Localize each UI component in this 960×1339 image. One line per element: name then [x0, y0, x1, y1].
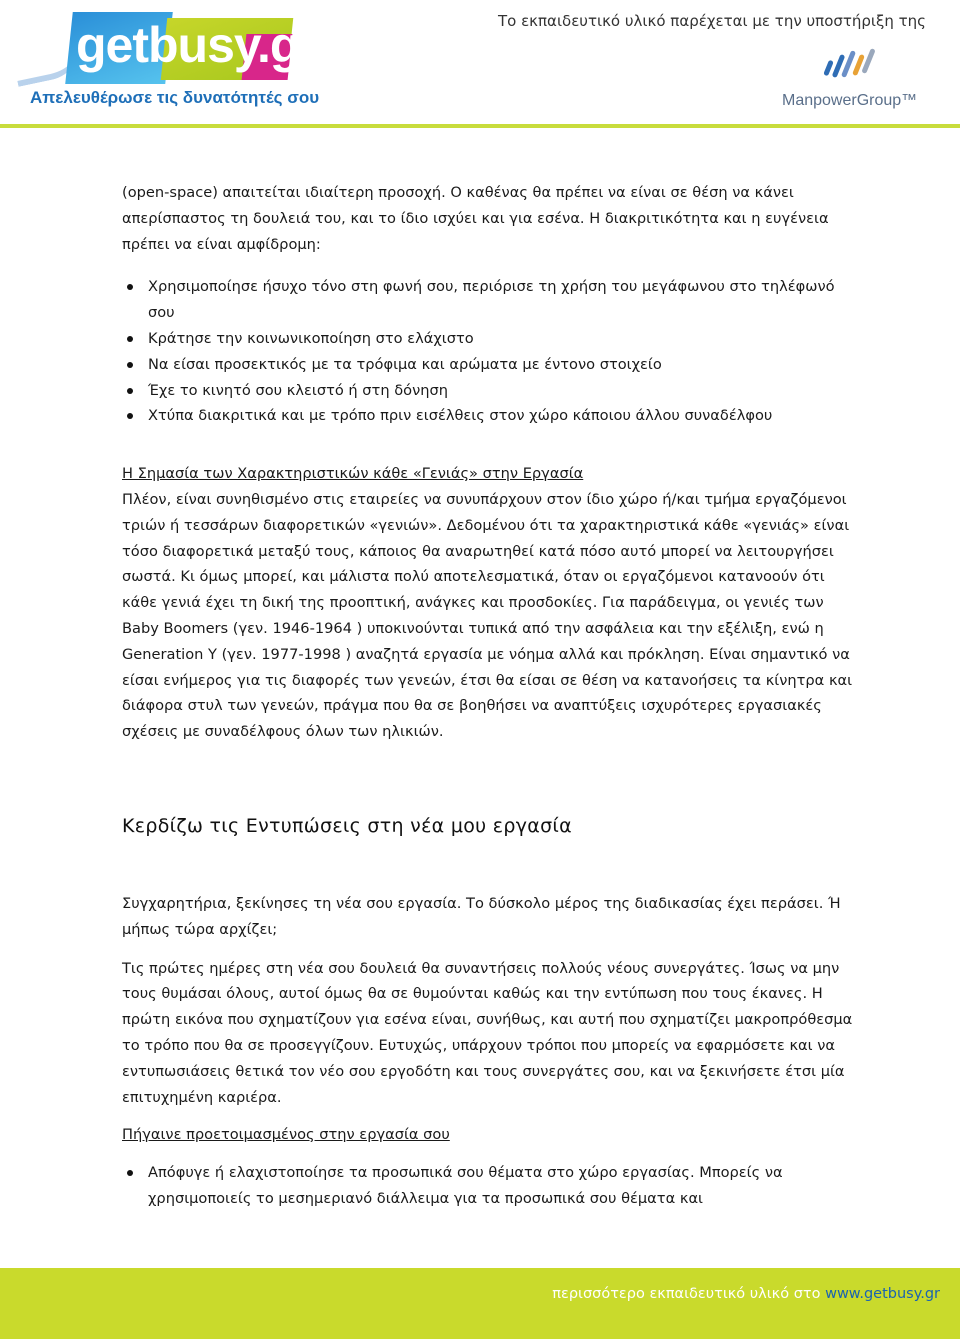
intro-bullet-list [122, 274, 862, 429]
logo-wordmark: getbusy.gr [76, 17, 318, 73]
list-item: Χρησιμοποίησε ήσυχο τόνο στη φωνή σου, περιόρισε τη χρήση του μεγάφωνου στο τηλέφωνό σου [148, 274, 862, 326]
logo-tagline: Απελευθέρωσε τις δυνατότητές σου [30, 88, 320, 107]
list-item: Χτύπα διακριτικά και με τρόπο πριν εισέλθεις στον χώρο κάποιου άλλου συναδέλφου [148, 403, 862, 429]
section-bullet-list [122, 1160, 862, 1212]
list-item: Κράτησε την κοινωνικοποίηση στο ελάχιστο [148, 326, 862, 352]
header-divider [0, 124, 960, 128]
section-paragraph-2: Τις πρώτες ημέρες στη νέα σου δουλειά θα συναντήσεις πολλούς νέους συνεργάτες. Ίσως να μην τους θυμάσαι όλους, αυτοί όμως θα σε θυμούνται καθώς και την εντύπωση που τους έκανες. Η πρώτη εικόνα που σχηματίζουν για εσένα είναι, συνήθως, και αυτή που σχηματίζει μακροπρόθεσμα το τρόπο που θα σε προσεγγίζουν. Ευτυχώς, υπάρχουν τρόποι που μπορείς να εφαρμόσετε και να εντυπωσιάσεις θετικά τον νέο σου εργοδότη και τους συνεργάτες σου, και να ξεκινήσετε έτσι μία επιτυχημένη καριέρα. [122, 959, 853, 1106]
page-header [0, 0, 960, 128]
intro-paragraph: (open-space) απαιτείται ιδιαίτερη προσοχή. Ο καθένας θα πρέπει να είναι σε θέση να κάνει απερίσπαστος τη δουλειά του, και το ίδιο ισχύει και για εσένα. Η διακριτικότητα και η ευγένεια πρέπει να είναι αμφίδρομη: [122, 184, 829, 253]
list-item: Έχε το κινητό σου κλειστό ή στη δόνηση [148, 378, 862, 404]
section-subheading: Πήγαινε προετοιμασμένος στην εργασία σου [122, 1126, 450, 1144]
manpower-mark-icon [822, 46, 882, 86]
footer-website-link[interactable]: www.getbusy.gr [825, 1286, 940, 1302]
section-paragraph-1: Συγχαρητήρια, ξεκίνησες τη νέα σου εργασία. Το δύσκολο μέρος της διαδικασίας έχει περάσει. Ή μήπως τώρα αρχίζει; [122, 894, 841, 938]
list-item: Να είσαι προσεκτικός με τα τρόφιμα και αρώματα με έντονο στοιχείο [148, 352, 862, 378]
manpowergroup-logo [780, 44, 920, 116]
document-body [122, 180, 862, 1212]
generations-heading: Η Σημασία των Χαρακτηριστικών κάθε «Γενιάς» στην Εργασία [122, 465, 584, 483]
sponsor-note: Το εκπαιδευτικό υλικό παρέχεται με την υποστήριξη της [497, 12, 926, 30]
list-item: Απόφυγε ή ελαχιστοποίησε τα προσωπικά σου θέματα στο χώρο εργασίας. Μπορείς να χρησιμοποιείς το μεσημεριανό διάλλειμα για τα προσωπικά σου θέματα και [148, 1160, 862, 1212]
page-footer [0, 1268, 960, 1339]
generations-paragraph: Πλέον, είναι συνηθισμένο στις εταιρείες να συνυπάρχουν στον ίδιο χώρο ή/και τμήμα εργαζόμενοι τριών ή τεσσάρων διαφορετικών «γενιών». Δεδομένου ότι τα χαρακτηριστικά κάθε «γενιάς» είναι τόσο διαφορετικά μεταξύ τους, κάποιος θα αναρωτηθεί κατά πόσο αυτό μπορεί να λειτουργήσει σωστά. Κι όμως μπορεί, και μάλιστα πολύ αποτελεσματικά, όταν οι εργαζόμενοι κατανοούν ότι κάθε γενιά έχει τη δική της προοπτική, ανάγκες και προσδοκίες. Για παράδειγμα, οι γενιές των Baby Boomers (γεν. 1946-1964 ) υποκινούνται τυπικά από την ασφάλεια και την εξέλιξη, ενώ η Generation Y (γεν. 1977-1998 ) αναζητά εργασία με νόημα αλλά και πρόκληση. Είναι σημαντικό να είσαι ενήμερος για τις διαφορές των γενεών, έτσι θα είσαι σε θέση να κατανοήσεις τα κίνητρα και διάφορα στυλ των γενεών, πράγμα που θα σε βοηθήσει να αναπτύξεις ισχυρότερες εργασιακές σχέσεις με συναδέλφους όλων των ηλικιών. [122, 490, 853, 741]
footer-text [552, 1286, 940, 1302]
getbusy-logo[interactable] [14, 4, 320, 114]
manpowergroup-wordmark: ManpowerGroup™ [782, 92, 918, 109]
section-title: Κερδίζω τις Εντυπώσεις στη νέα μου εργασία [122, 814, 572, 837]
footer-label: περισσότερο εκπαιδευτικό υλικό στο [552, 1286, 821, 1302]
